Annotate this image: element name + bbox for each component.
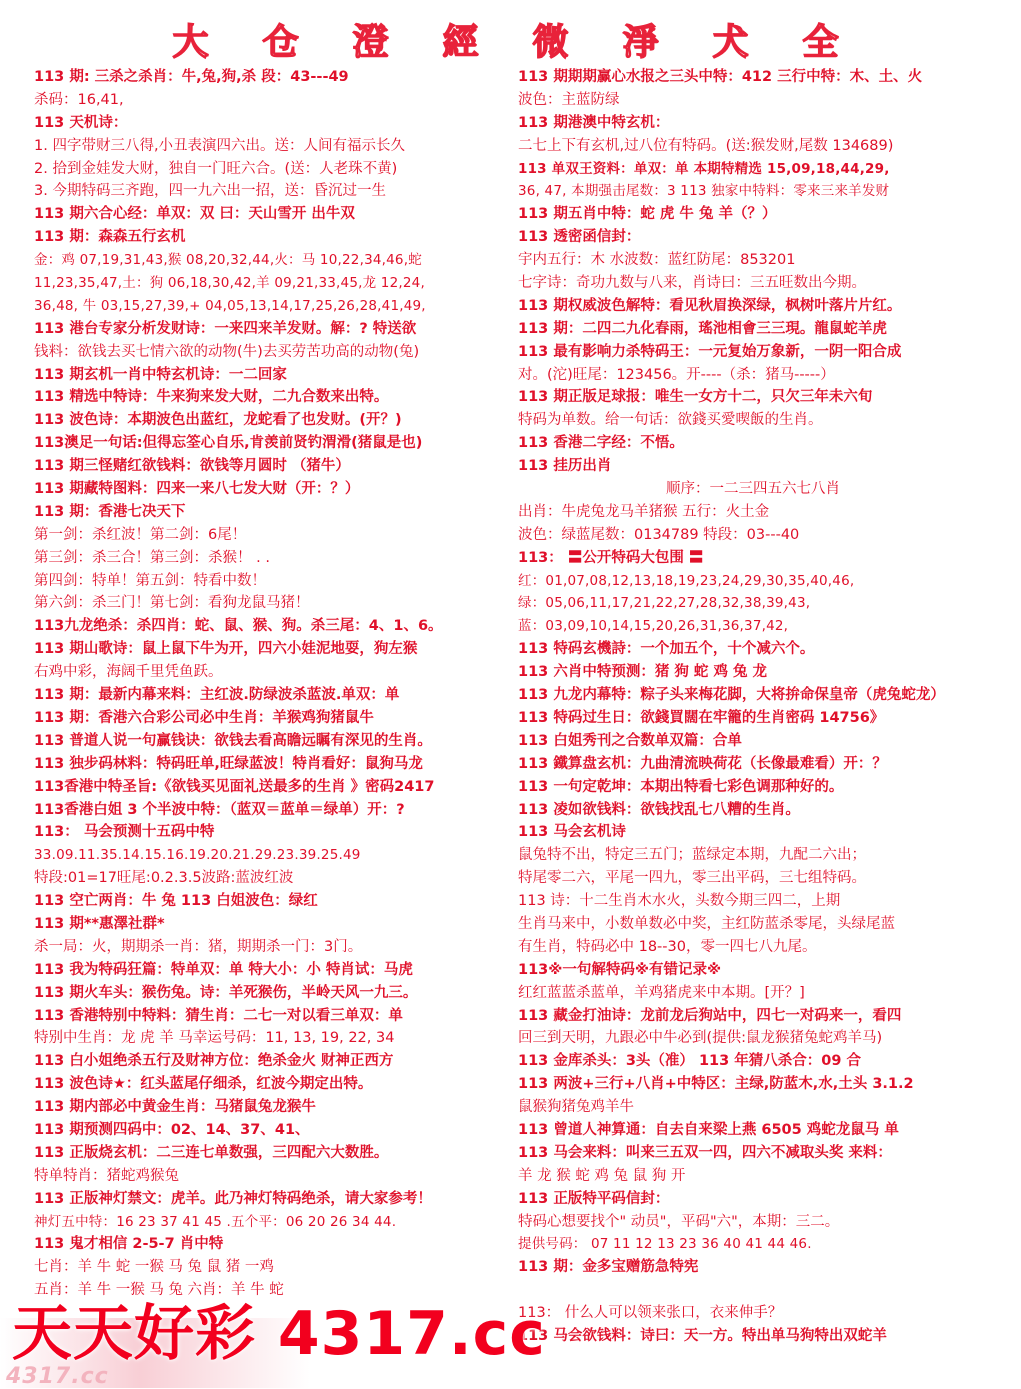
left-column [34,66,504,1302]
left-line: 11,23,35,47,土：狗 06,18,30,42,羊 09,21,33,45,龙 12,24, [34,275,425,292]
left-line: 113 期**惠澤社群* [34,915,165,932]
right-line: 113 金库杀头：3头（准） 113 年猜八杀合：09 合 [518,1053,861,1070]
right-line: 113 单双王资料：单双：单 本期特精选 15,09,18,44,29, [518,160,890,177]
right-line: 特码心想要找个" 动员"，平码"六"，本期：三二。 [518,1213,840,1230]
left-line: 神灯五中特：16 23 37 41 45 .五个平：06 20 26 34 44. [34,1213,397,1230]
left-line: 钱料：欲钱去买七情六欲的动物(牛)去买劳苦功高的动物(兔) [34,343,420,360]
title-char: 微 [532,21,579,63]
right-line: 113 藏金打油诗：龙前龙后狗站中，四七一对码来一，看四 [518,1007,902,1024]
right-line: 113 鐵算盘玄机：九曲清流映荷花（长像最难看）开：？ [518,755,887,772]
left-line: 113 精选中特诗：牛来狗来发大财，二九合数来出特。 [34,389,389,406]
left-line: 113 普道人说一句赢钱诀：欲钱去看高瞻远瞩有深见的生肖。 [34,732,432,749]
left-line: 特单特肖：猪蛇鸡猴兔 [34,1167,179,1184]
right-line: 红：01,07,08,12,13,18,19,23,24,29,30,35,40,46, [518,572,855,589]
left-line: 113 波色诗★：红头蓝尾仔细杀，红波今期定出特。 [34,1076,373,1093]
left-line: 113 期预测四码中：02、14、37、41、 [34,1121,310,1138]
left-line: 113 期玄机一肖中特玄机诗：一二回家 [34,366,287,383]
right-line: 113 曾道人神算通：自去自来梁上燕 6505 鸡蛇龙鼠马 单 [518,1121,899,1138]
right-line: 36, 47, 本期强击尾数：3 113 独家中特料：零来三来羊发财 [518,183,890,200]
right-line: 113 一句定乾坤：本期出特看七彩色调那种好的。 [518,778,844,795]
right-line: 宇内五行：木 水波数：蓝红防尾：853201 [518,252,796,269]
right-line: 113： 什么人可以领来张口，衣来伸手？ [518,1305,783,1322]
right-line: 回三到天明，九跟必中牛必到(提供:鼠龙猴猪兔蛇鸡羊马) [518,1030,883,1047]
title-char: 淨 [622,21,669,63]
left-line: 3. 今期特码三齐跑，四一九六出一招，送：昏沉过一生 [34,183,386,200]
right-line: 113 马会玄机诗 [518,824,626,841]
left-line: 第四剑：特单！第五剑：特看中数！ [34,572,266,589]
right-line: 二七上下有玄机,过八位有特码。(送:猴发财,尾数 134689) [518,137,894,154]
left-line: 113 我为特码狂篇：特单双：单 特大小：小 特肖试：马虎 [34,961,413,978]
left-line: 1. 四字带财三八得,小丑表演四六出。送：人间有福示长久 [34,137,406,154]
left-line: 第三剑：杀三合！第三剑：杀猴！ . . [34,549,270,566]
right-line: 113 期：金多宝赠筋急特宪 [518,1259,699,1276]
right-line: 113 马会来料：叫来三五双一四，四六不减取头奖 来料： [518,1144,892,1161]
right-line: 113 期：二四二九化春雨，瑤池相會三三現。龍鼠蛇羊虎 [518,320,887,337]
right-line: 顺序：一二三四五六七八肖 [666,481,840,498]
left-line: 113 期山歌诗：鼠上鼠下牛为开，四六小娃泥地耍，狗左猴 [34,641,418,658]
left-line: 113九龙绝杀：杀四肖：蛇、鼠、猴、狗。杀三尾：4、1、6。 [34,618,443,635]
left-line: 113 期: 三杀之杀肖：牛,兔,狗,杀 段：43---49 [34,69,349,85]
right-line: 出肖：牛虎兔龙马羊猪猴 五行：火土金 [518,503,770,520]
right-line: 鼠兔特不出，特定三五门；蓝绿定本期，九配二六出； [518,847,866,864]
right-line: 七字诗：奇功九数与八来，肖诗曰：三五旺数出今期。 [518,275,866,292]
right-line: 113 九龙内幕特：粽子头来梅花脚，大将拚命保皇帝（虎兔蛇龙） [518,687,945,704]
left-line: 113 独步码林料：特码旺单,旺绿蓝波！特肖看好：鼠狗马龙 [34,755,423,772]
right-line: 113 挂历出肖 [518,458,612,475]
right-line: 113※一句解特码※有错记录※ [518,961,722,978]
left-line: 113 正版神灯禁文：虎羊。此乃神灯特码绝杀，请大家参考！ [34,1190,432,1207]
left-line: 113： 马会预测十五码中特 [34,824,215,841]
left-line: 113 期三怪赌红欲钱料：欲钱等月圆时 （猪牛） [34,458,350,475]
left-line: 36,48, 牛 03,15,27,39,+ 04,05,13,14,17,25,26,28,41,49, [34,297,426,314]
left-line: 113 香港特别中特料：猜生肖：二七一对以看三单双：单 [34,1007,403,1024]
title-char: 經 [442,21,489,63]
page-title [0,14,1021,65]
left-line: 113 期：森森五行玄机 [34,229,186,246]
left-line: 113 期内部必中黄金生肖：马猪鼠兔龙猴牛 [34,1099,316,1116]
right-line: 113 诗：十二生肖木水火，头数今期三四二，上期 [518,893,841,910]
left-line: 113香港白姐 3 个半波中特：（蓝双＝蓝单＝绿单）开：? [34,801,405,818]
right-column [518,66,988,1348]
left-line: 113 波色诗：本期波色出蓝红，龙蛇看了也发财。(开？) [34,412,402,429]
left-line: 特段:01=17旺尾:0.2.3.5波路:蓝波红波 [34,870,294,887]
left-line: 113 正版烧玄机：二三连七单数强，三四配六大数胜。 [34,1144,389,1161]
right-line: 羊 龙 猴 蛇 鸡 兔 鼠 狗 开 [518,1167,686,1184]
right-line: 鼠猴狗猪兔鸡羊牛 [518,1099,634,1116]
left-line: 113 天机诗： [34,114,128,131]
right-line: 113 六肖中特预测：猪 狗 蛇 鸡 兔 龙 [518,664,768,681]
right-line: 波色：绿蓝尾数：0134789 特段：03---40 [518,526,800,543]
right-line: 提供号码： 07 11 12 13 23 36 40 41 44 46. [518,1236,812,1253]
right-line: 113 两波+三行+八肖+中特区：主绿,防蓝木,水,土头 3.1.2 [518,1076,914,1093]
right-line: 113 特码过生日：欲錢買闊在牢籠的生肖密码 14756》 [518,709,885,726]
right-line: 113 香港二字经：不悟。 [518,435,684,452]
left-line: 右鸡中彩，海阔千里凭鱼跃。 [34,664,223,681]
left-line: 113 空亡两肖：牛 兔 113 白姐波色：绿红 [34,893,318,910]
right-line: 113 期期期赢心水报之三头中特：412 三行中特：木、土、火 [518,69,923,85]
title-char: 全 [802,21,849,63]
watermark-text: 天天好彩 4317.cc [12,1299,546,1369]
left-line: 113 期火车头：猴伤兔。诗：羊死猴伤，半岭天风一九三。 [34,984,418,1001]
left-line: 113 期：香港七决天下 [34,503,186,520]
left-line: 五肖：羊 牛 一猴 马 兔 六肖：羊 牛 蛇 [34,1282,284,1299]
right-line: 蓝：03,09,10,14,15,20,26,31,36,37,42, [518,618,789,635]
right-line: 113 特码玄機詩：一个加五个，十个减六个。 [518,641,815,658]
title-char: 澄 [352,21,399,63]
title-char: 犬 [712,21,759,63]
right-line: 113 期五肖中特：蛇 虎 牛 兔 羊（？） [518,206,777,223]
left-line: 第一剑：杀红波！第二剑：6尾！ [34,526,247,543]
left-line: 113 港台专家分析发财诗：一来四来羊发财。解：? 特送欲 [34,320,417,337]
left-line: 七肖：羊 牛 蛇 一猴 马 兔 鼠 猪 一鸡 [34,1259,274,1276]
title-char: 仓 [262,21,309,63]
left-line: 113 期藏特图料：四来一来八七发大财（开：？） [34,481,360,498]
right-line: 113 期权威波色解特：看见秋眉换深绿，枫树叶落片片红。 [518,297,902,314]
right-line: 113： 〓公开特码大包围 〓 [518,549,704,566]
left-line: 杀一局：火，期期杀一肖：猪，期期杀一门：3门。 [34,938,363,955]
left-line: 113 期：香港六合彩公司必中生肖：羊猴鸡狗猪鼠牛 [34,709,374,726]
right-line: 113 凌如欲钱料：欲钱找乱七八糟的生肖。 [518,801,800,818]
right-line: 绿：05,06,11,17,21,22,27,28,32,38,39,43, [518,595,811,612]
left-line: 2. 拾到金娃发大财，独自一门旺六合。(送：人老珠不黄) [34,160,398,177]
right-line: 特码为单数。给一句话：欲錢买愛喫飯的生肖。 [518,412,823,429]
left-line: 113 期：最新内幕来料：主红波.防绿波杀蓝波.单双：单 [34,687,400,704]
right-line: 113 白姐秀刊之合数单双篇：合单 [518,732,742,749]
right-line: 对。(沱)旺尾：123456。开----（杀：猪马-----） [518,366,835,383]
left-line: 113澳足一句话:但得忘筌心自乐,肯羡前贤钓渭滑(猪鼠是也) [34,435,423,452]
right-line: 波色：主蓝防绿 [518,91,620,108]
left-line: 113香港中特圣旨:《欲钱买见面礼送最多的生肖 》密码2417 [34,778,435,795]
left-line: 第六剑：杀三门！第七剑：看狗龙鼠马猪！ [34,595,310,612]
right-line: 113 期港澳中特玄机： [518,114,670,131]
right-line: 生肖马来中，小数单数必中奖，主红防蓝杀零尾，头绿尾蓝 [518,915,895,932]
left-line: 113 期六合心经：单双：双 曰：天山雪开 出牛双 [34,206,355,223]
right-line: 特尾零二六，平尾一四九，零三出平码，三七组特码。 [518,870,866,887]
right-line: 113 最有影响力杀特码王：一元复始万象新，一阴一阳合成 [518,343,902,360]
right-line [518,1279,988,1302]
left-line: 33.09.11.35.14.15.16.19.20.21.29.23.39.25.49 [34,847,361,864]
left-line: 113 鬼才相信 2-5-7 肖中特 [34,1236,224,1253]
left-line: 金：鸡 07,19,31,43,猴 08,20,32,44,火：马 10,22,34,46,蛇 [34,252,422,269]
right-line: 红红蓝蓝杀蓝单，羊鸡猪虎来中本期。[开？] [518,984,805,1001]
right-line: 113 透密函信封： [518,229,641,246]
left-line: 特别中生肖：龙 虎 羊 马幸运号码：11, 13, 19, 22, 34 [34,1030,395,1047]
left-line: 113 白小姐绝杀五行及财神方位：绝杀金火 财神正西方 [34,1053,394,1070]
right-line: 有生肖，特码必中 18--30，零一四七八九尾。 [518,938,817,955]
right-line: 113 正版特平码信封： [518,1190,670,1207]
right-line: 113 期正版足球报：唯生一女方十二，只欠三年未六旬 [518,389,873,406]
watermark-faded-text: 4317.cc [6,1364,109,1389]
title-char: 大 [172,21,219,63]
right-line: 113 马会欲钱料：诗曰：天一方。特出单马狗特出双蛇羊 [518,1327,887,1344]
left-line: 杀码：16,41, [34,91,124,108]
